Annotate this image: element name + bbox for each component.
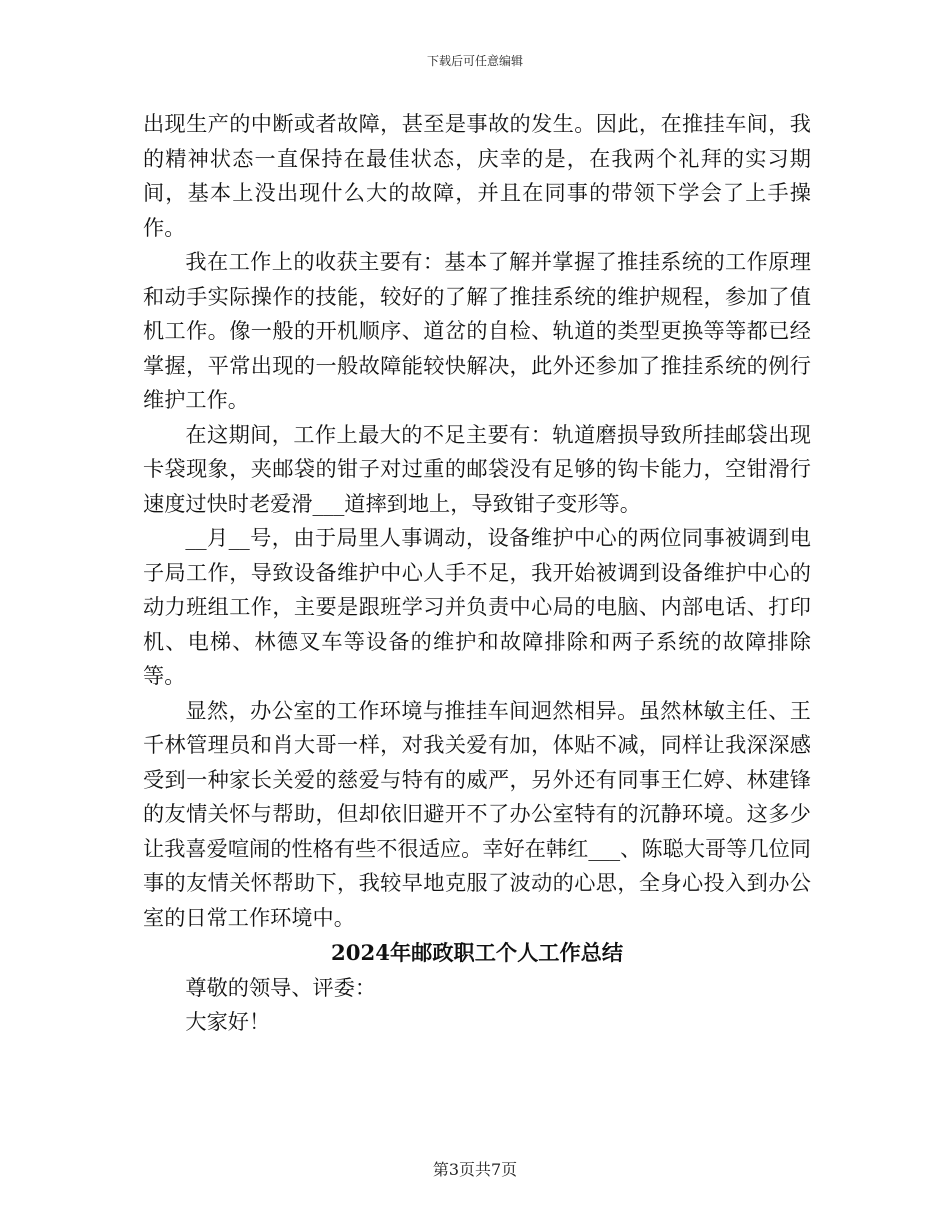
- paragraph-office: 显然，办公室的工作环境与推挂车间迥然相异。虽然林敏主任、王千林管理员和肖大哥一样，对我关爱有加，体贴不减，同样让我深深感受到一种家长关爱的慈爱与特有的威严，另外还有同事王仁婷、林建锋的友情关怀与帮助，但却依旧避开不了办公室特有的沉静环境。这多少让我喜爱喧闹的性格有些不很适应。幸好在韩红___、陈聪大哥等几位同事的友情关怀帮助下，我较早地克服了波动的心思，全身心投入到办公室的日常工作环境中。: [143, 697, 811, 930]
- salutation: 尊敬的领导、评委：: [185, 974, 377, 1000]
- page-header: 下载后可任意编辑: [426, 54, 523, 68]
- paragraph-gains: 我在工作上的收获主要有：基本了解并掌握了推挂系统的工作原理和动手实际操作的技能，较好的了解了推挂系统的维护规程，参加了值机工作。像一般的开机顺序、道岔的自检、轨道的类型更换等等都已经掌握，平常出现的一般故障能较快解决，此外还参加了推挂系统的例行维护工作。: [143, 249, 811, 412]
- section-title: 2024年邮政职工个人工作总结: [330, 940, 624, 965]
- paragraph-shortcomings: 在这期间，工作上最大的不足主要有：轨道磨损导致所挂邮袋出现卡袋现象，夹邮袋的钳子对过重的邮袋没有足够的钩卡能力，空钳滑行速度过快时老爱滑___道摔到地上，导致钳子变形等。: [143, 421, 811, 516]
- paragraph-transfer: __月__号，由于局里人事调动，设备维护中心的两位同事被调到电子局工作，导致设备维护中心人手不足，我开始被调到设备维护中心的动力班组工作，主要是跟班学习并负责中心局的电脑、内部电话、打印机、电梯、林德叉车等设备的维护和故障排除和两子系统的故障排除等。: [143, 525, 811, 688]
- paragraph-continuation: 出现生产的中断或者故障，甚至是事故的发生。因此，在推挂车间，我的精神状态一直保持在最佳状态，庆幸的是，在我两个礼拜的实习期间，基本上没出现什么大的故障，并且在同事的带领下学会了上手操作。: [143, 111, 811, 240]
- greeting: 大家好！: [185, 1009, 271, 1034]
- document-body: [143, 107, 811, 1040]
- page-footer: 第3页共7页: [432, 1160, 518, 1179]
